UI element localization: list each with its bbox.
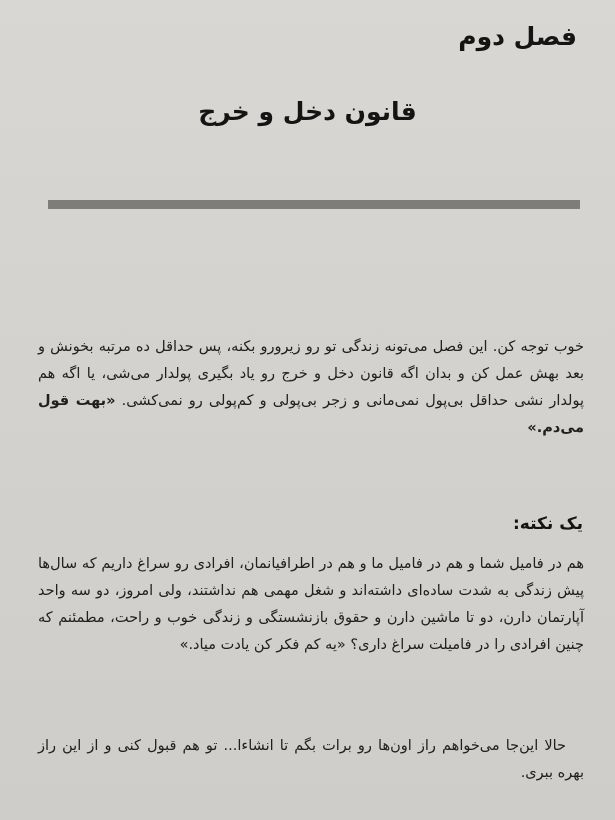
chapter-title: قانون دخل و خرج	[198, 97, 417, 126]
closing-paragraph: حالا این‌جا می‌خواهم راز اون‌ها رو برات بگم تا انشاءا... تو هم قبول کنی و از این راز بهره ببری.	[38, 738, 584, 781]
chapter-label: فصل دوم	[458, 22, 577, 51]
intro-text: خوب توجه کن. این فصل می‌تونه زندگی تو رو زیرورو بکنه، پس حداقل ده مرتبه بخونش و بعد بهش عمل کن و بدان اگه قانون دخل و خرج رو یاد بگیری پولدار می‌شی، یا اگه هم پولدار نشی حداقل بی‌پول نمی‌مانی و زجر بی‌پولی و کم‌پولی رو نمی‌کشی.	[38, 339, 584, 409]
note-heading: یک نکته:	[512, 514, 583, 534]
intro-promise: «بهت قول می‌دم.»	[38, 393, 584, 436]
intro-paragraph	[38, 334, 584, 442]
note-paragraph: هم در فامیل شما و هم در فامیل ما و هم در اطرافیانمان، افرادی رو سراغ داریم که سال‌ها پیش زندگی به شدت ساده‌ای داشته‌اند و شغل مهمی هم نداشتند، ولی امروز، دو سه واحد آپارتمان دارن، دو تا ماشین دارن و حقوق بازنشستگی و زندگی خوب و راحت، مطمئنم که چنین افرادی را در فامیلت سراغ داری؟ «یه کم فکر کن یادت میاد.»	[38, 556, 584, 653]
title-divider	[48, 200, 580, 209]
